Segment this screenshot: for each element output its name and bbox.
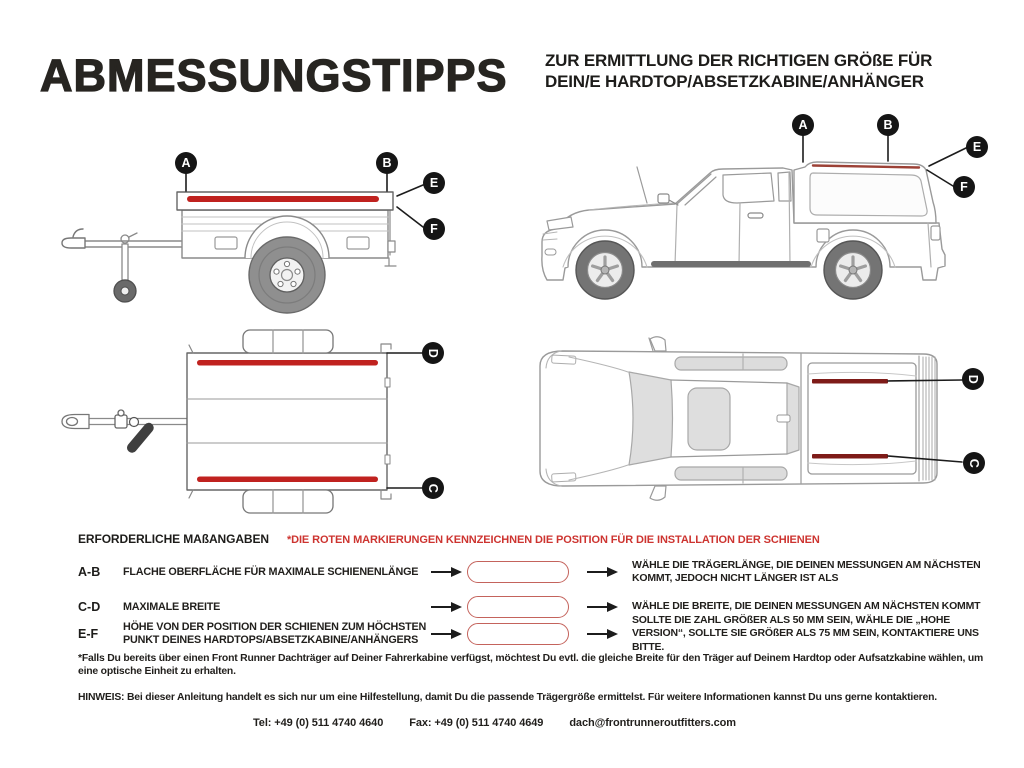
marker-e-trailer-side: E xyxy=(423,172,445,194)
rail-position-marking xyxy=(812,454,888,459)
trailer-wheel xyxy=(249,237,325,313)
marker-c-truck-top: C xyxy=(963,452,985,474)
hinweis-note: HINWEIS: Bei dieser Anleitung handelt es sich nur um eine Hilfestellung, damit Du die passende Trägergröße ermittelst. Für weitere Informationen kannst Du uns gerne kontaktieren. xyxy=(78,692,937,703)
marker-b-trailer-side: B xyxy=(376,152,398,174)
truck-side-view-diagram xyxy=(525,110,1005,315)
rail-position-marking xyxy=(197,477,378,483)
measurement-input-ef[interactable] xyxy=(467,623,569,645)
rail-position-marking xyxy=(187,196,379,202)
marker-a-trailer-side: A xyxy=(175,152,197,174)
row-result: WÄHLE DIE BREITE, DIE DEINEN MESSUNGEN AM NÄCHSTEN KOMMT xyxy=(632,600,981,613)
marker-d-truck-top: D xyxy=(962,368,984,390)
marker-e-truck-side: E xyxy=(966,136,988,158)
truck-top-view-diagram xyxy=(525,330,1005,520)
trailer-side-view-diagram xyxy=(55,145,475,320)
truck-running-board xyxy=(651,261,811,267)
measurement-row-ef xyxy=(78,614,990,654)
truck-canopy xyxy=(794,162,936,223)
truck-front-wheel xyxy=(576,241,634,299)
rail-position-marking xyxy=(197,360,378,366)
marker-c-trailer-top: C xyxy=(422,477,444,499)
arrow-right-icon xyxy=(587,602,623,612)
asterisk-footnote: *Falls Du bereits über einen Front Runner Dachträger auf Deiner Fahrerkabine verfügst, möchtest Du evtl. die gleiche Breite für den Träger auf Deinem Hardtop oder Aufsatzkabine wählen, um eine optische Einheit zu erhalten. xyxy=(78,653,984,677)
arrow-right-icon xyxy=(431,602,467,612)
arrow-right-icon xyxy=(431,567,467,577)
subtitle-line-1: ZUR ERMITTLUNG DER RICHTIGEN GRÖßE FÜR xyxy=(545,51,933,70)
row-description: MAXIMALE BREITE xyxy=(123,600,221,613)
measurement-row-ab xyxy=(78,556,990,588)
rail-position-marking xyxy=(812,379,888,384)
footer-fax: Fax: +49 (0) 511 4740 4649 xyxy=(409,717,544,729)
row-result: SOLLTE DIE ZAHL GRÖßER ALS 50 MM SEIN, WÄHLE DIE „HOHE VERSION“, SOLLTE SIE GRÖßER ALS 75 MM SEIN, KONTAKTIERE UNS BITTE. xyxy=(632,613,979,653)
red-markings-note: *DIE ROTEN MARKIERUNGEN KENNZEICHNEN DIE POSITION FÜR DIE INSTALLATION DER SCHIENEN xyxy=(286,534,820,546)
arrow-right-icon xyxy=(587,567,623,577)
contact-footer xyxy=(253,717,736,729)
trailer-top-rail xyxy=(177,192,393,210)
requirements-heading-row xyxy=(78,532,820,546)
footer-email-link[interactable]: dach@frontrunneroutfitters.com xyxy=(569,717,736,729)
page-title: ABMESSUNGSTIPPS xyxy=(40,50,508,101)
trailer-top-view-diagram xyxy=(55,325,475,525)
requirements-heading: ERFORDERLICHE MAßANGABEN xyxy=(78,532,269,546)
row-description: HÖHE VON DER POSITION DER SCHIENEN ZUM HÖCHSTEN PUNKT DEINES HARDTOPS/ABSETZKABINE/ANHÄNGERS xyxy=(123,621,427,646)
row-key: A-B xyxy=(78,565,101,579)
row-key: C-D xyxy=(78,600,101,614)
arrow-right-icon xyxy=(587,629,623,639)
subtitle-line-2: DEIN/E HARDTOP/ABSETZKABINE/ANHÄNGER xyxy=(545,72,924,91)
truck-rear-wheel xyxy=(824,241,882,299)
trailer-jockey-wheel xyxy=(114,233,137,302)
marker-connector-lines xyxy=(387,353,422,488)
trailer-bed-outline xyxy=(187,344,391,499)
marker-f-truck-side: F xyxy=(953,176,975,198)
marker-d-trailer-top: D xyxy=(422,342,444,364)
page-subtitle xyxy=(545,50,990,92)
measurement-input-ab[interactable] xyxy=(467,561,569,583)
marker-f-trailer-side: F xyxy=(423,218,445,240)
row-key: E-F xyxy=(78,627,99,641)
row-result: WÄHLE DIE TRÄGERLÄNGE, DIE DEINEN MESSUNGEN AM NÄCHSTEN KOMMT, JEDOCH NICHT LÄNGER IST ALS xyxy=(632,558,981,584)
row-description: FLACHE OBERFLÄCHE FÜR MAXIMALE SCHIENENLÄNGE xyxy=(123,565,419,578)
footer-tel: Tel: +49 (0) 511 4740 4640 xyxy=(253,717,384,729)
trailer-handbrake-lever xyxy=(125,418,156,455)
marker-b-truck-side: B xyxy=(877,114,899,136)
trailer-tow-pole xyxy=(62,410,187,429)
marker-a-truck-side: A xyxy=(792,114,814,136)
arrow-right-icon xyxy=(431,629,467,639)
